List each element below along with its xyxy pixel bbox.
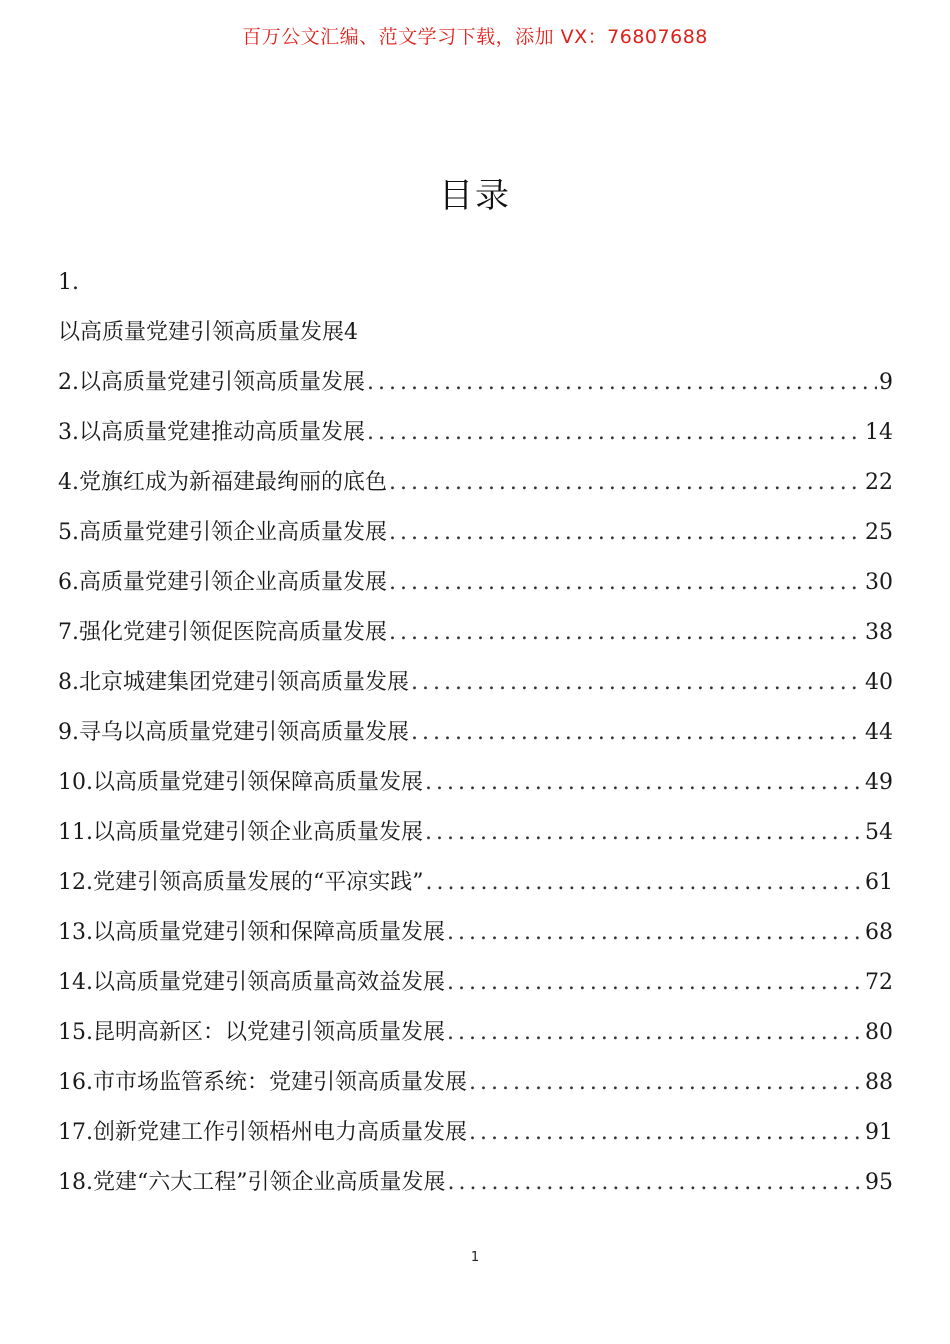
toc-entry[interactable] — [58, 1058, 893, 1108]
toc-entry-page: 9 — [879, 370, 893, 395]
toc-leader-dots — [447, 958, 863, 1008]
table-of-contents — [58, 258, 893, 1208]
toc-entry-page: 14 — [865, 420, 893, 445]
toc-entry-title: 15.昆明高新区：以党建引领高质量发展 — [58, 1020, 445, 1045]
toc-leader-dots — [469, 1058, 863, 1108]
toc-leader-dots — [447, 908, 863, 958]
page-title: 目录 — [439, 176, 511, 216]
toc-entry-page: 38 — [865, 620, 893, 645]
toc-leader-dots — [425, 808, 863, 858]
toc-entry[interactable] — [58, 1008, 893, 1058]
toc-leader-dots — [411, 708, 863, 758]
header-watermark-note: 百万公文汇编、范文学习下载，添加 VX：76807688 — [242, 26, 708, 48]
toc-entry-title: 6.高质量党建引领企业高质量发展 — [58, 570, 387, 595]
toc-leader-dots — [425, 858, 863, 908]
toc-leader-dots — [469, 1108, 863, 1158]
toc-entry-page: 49 — [865, 770, 893, 795]
toc-entry-page: 80 — [865, 1020, 893, 1045]
toc-leader-dots — [411, 658, 863, 708]
toc-first-entry-title[interactable]: 以高质量党建引领高质量发展4 — [58, 320, 358, 345]
toc-entry-title: 11.以高质量党建引领企业高质量发展 — [58, 820, 423, 845]
toc-leader-dots — [367, 408, 863, 458]
toc-entry-title: 4.党旗红成为新福建最绚丽的底色 — [58, 470, 387, 495]
toc-entry-title: 10.以高质量党建引领保障高质量发展 — [58, 770, 423, 795]
toc-entry[interactable] — [58, 808, 893, 858]
toc-entry-title: 12.党建引领高质量发展的“平凉实践” — [58, 870, 424, 895]
toc-entry-title: 17.创新党建工作引领梧州电力高质量发展 — [58, 1120, 467, 1145]
toc-entry[interactable] — [58, 658, 893, 708]
toc-entry[interactable] — [58, 408, 893, 458]
toc-entry-title: 2.以高质量党建引领高质量发展 — [58, 370, 365, 395]
toc-entry-title: 14.以高质量党建引领高质量高效益发展 — [58, 970, 445, 995]
page-number: 1 — [470, 1250, 480, 1265]
toc-entry[interactable] — [58, 858, 893, 908]
toc-entry[interactable] — [58, 508, 893, 558]
toc-first-entry-number[interactable]: 1. — [58, 270, 79, 295]
toc-entry[interactable] — [58, 1108, 893, 1158]
toc-entry-title: 13.以高质量党建引领和保障高质量发展 — [58, 920, 445, 945]
toc-leader-dots — [389, 458, 863, 508]
toc-entry-page: 61 — [865, 870, 893, 895]
toc-entry-page: 40 — [865, 670, 893, 695]
toc-entry-page: 30 — [865, 570, 893, 595]
toc-entry[interactable] — [58, 1158, 893, 1208]
toc-leader-dots — [389, 508, 863, 558]
toc-entry-title: 7.强化党建引领促医院高质量发展 — [58, 620, 387, 645]
toc-entry-page: 44 — [865, 720, 893, 745]
toc-entry[interactable] — [58, 958, 893, 1008]
toc-entry-page: 72 — [865, 970, 893, 995]
toc-entry-page: 91 — [865, 1120, 893, 1145]
toc-entry-page: 25 — [865, 520, 893, 545]
toc-entry-page: 22 — [865, 470, 893, 495]
toc-entry[interactable] — [58, 358, 893, 408]
toc-leader-dots — [367, 358, 877, 408]
toc-entry-title: 9.寻乌以高质量党建引领高质量发展 — [58, 720, 409, 745]
toc-entry[interactable] — [58, 908, 893, 958]
toc-entry[interactable] — [58, 558, 893, 608]
toc-entry-title: 8.北京城建集团党建引领高质量发展 — [58, 670, 409, 695]
toc-entry-title: 18.党建“六大工程”引领企业高质量发展 — [58, 1170, 446, 1195]
toc-leader-dots — [389, 608, 863, 658]
toc-leader-dots — [447, 1008, 863, 1058]
toc-entry[interactable] — [58, 708, 893, 758]
toc-entry-page: 95 — [865, 1170, 893, 1195]
toc-entry-page: 68 — [865, 920, 893, 945]
toc-entry-title: 3.以高质量党建推动高质量发展 — [58, 420, 365, 445]
toc-entry[interactable] — [58, 458, 893, 508]
toc-leader-dots — [447, 1158, 863, 1208]
toc-entry-title: 5.高质量党建引领企业高质量发展 — [58, 520, 387, 545]
toc-entry-page: 54 — [865, 820, 893, 845]
toc-entry-title: 16.市市场监管系统：党建引领高质量发展 — [58, 1070, 467, 1095]
toc-entry[interactable] — [58, 758, 893, 808]
toc-entry[interactable] — [58, 608, 893, 658]
toc-leader-dots — [389, 558, 863, 608]
toc-leader-dots — [425, 758, 863, 808]
toc-entry-page: 88 — [865, 1070, 893, 1095]
